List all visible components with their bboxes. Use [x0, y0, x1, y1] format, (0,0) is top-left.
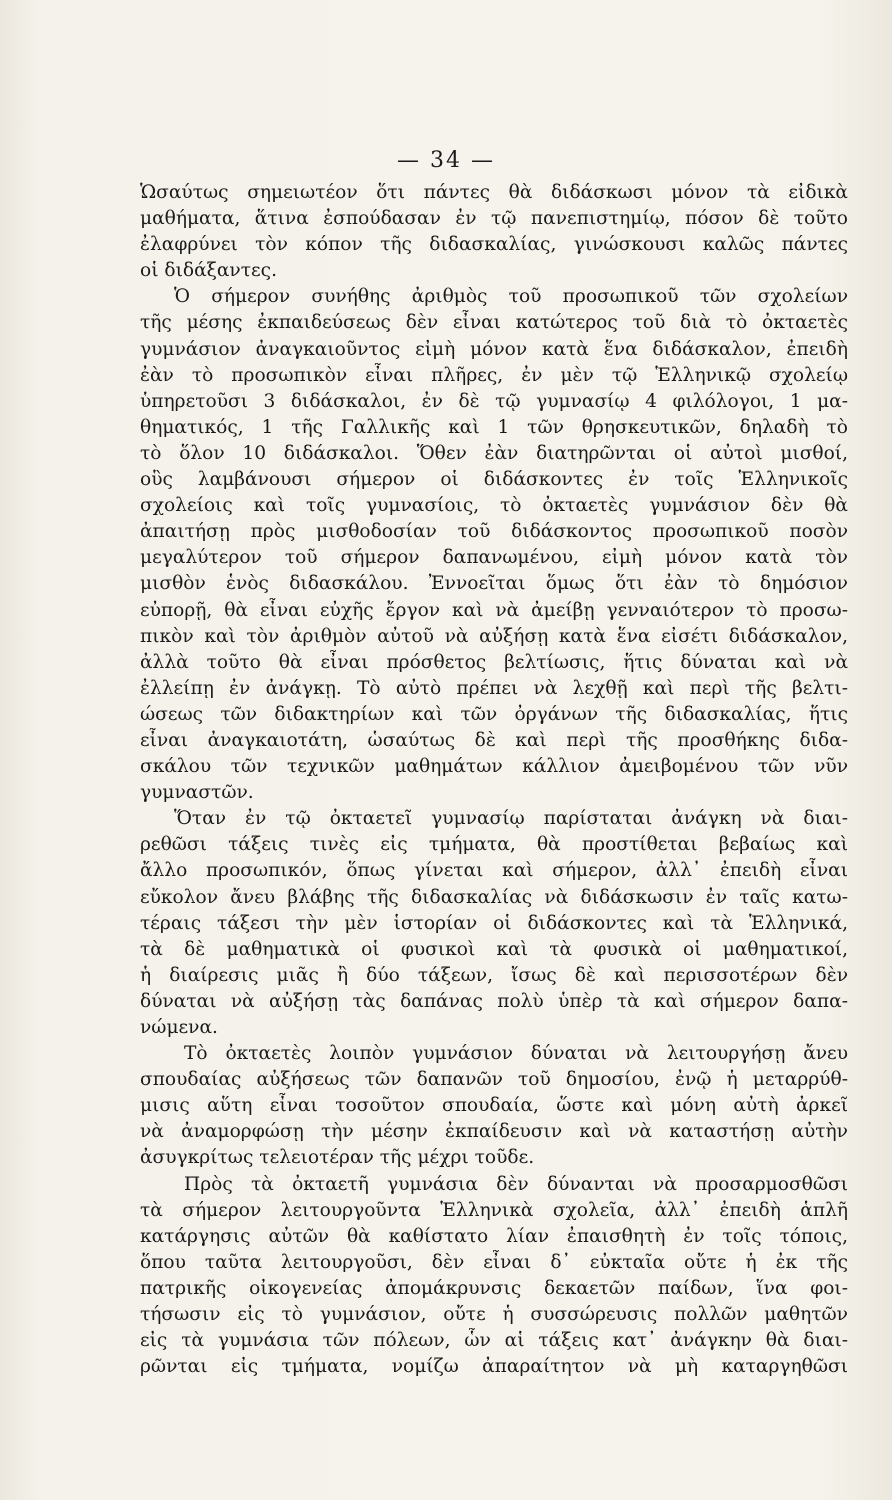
text-line: τήσωσιν εἰς τὸ γυμνάσιον, οὔτε ἡ συσσώρευσις πολλῶν μαθητῶν: [140, 1304, 848, 1326]
text-line: σχολείοις καὶ τοῖς γυμνασίοις, τὸ ὀκταετὲς γυμνάσιον δὲν θὰ: [140, 495, 848, 517]
text-line: εἰς τὰ γυμνάσια τῶν πόλεων, ὧν αἱ τάξεις κατ᾽ ἀνάγκην θὰ διαι-: [140, 1330, 848, 1352]
text-line: νὰ ἀναμορφώσῃ τὴν μέσην ἐκπαίδευσιν καὶ νὰ καταστήσῃ αὐτὴν: [140, 1121, 848, 1143]
text-line: Πρὸς τὰ ὀκταετῆ γυμνάσια δὲν δύνανται νὰ προσαρμοσθῶσι: [184, 1173, 848, 1195]
text-line: ἀσυγκρίτως τελειοτέραν τῆς μέχρι τοῦδε.: [140, 1147, 535, 1169]
text-line: τὰ δὲ μαθηματικὰ οἱ φυσικοὶ καὶ τὰ φυσικὰ οἱ μαθηματικοί,: [140, 938, 848, 960]
text-line: ώσεως τῶν διδακτηρίων καὶ τῶν ὀργάνων τῆς διδασκαλίας, ἥτις: [140, 703, 848, 725]
text-line: ὑπηρετοῦσι 3 διδάσκαλοι, ἐν δὲ τῷ γυμνασίῳ 4 φιλόλογοι, 1 μα-: [140, 390, 848, 412]
text-line: νώμενα.: [140, 1017, 218, 1038]
text-line: ρεθῶσι τάξεις τινὲς εἰς τμήματα, θὰ προστίθεται βεβαίως καὶ: [140, 834, 848, 856]
text-line: μεγαλύτερον τοῦ σήμερον δαπανωμένου, εἰμὴ μόνον κατὰ τὸν: [140, 547, 848, 569]
text-line: Ὡσαύτως σημειωτέον ὅτι πάντες θὰ διδάσκωσι μόνον τὰ εἰδικὰ: [140, 182, 848, 203]
body-text: [140, 180, 848, 1380]
text-line: τῆς μέσης ἐκπαιδεύσεως δὲν εἶναι κατώτερος τοῦ διὰ τὸ ὀκταετὲς: [140, 312, 848, 334]
text-line: Τὸ ὀκταετὲς λοιπὸν γυμνάσιον δύναται νὰ λειτουργήσῃ ἄνευ: [184, 1043, 848, 1065]
text-line: θηματικός, 1 τῆς Γαλλικῆς καὶ 1 τῶν θρησκευτικῶν, δηλαδὴ τὸ: [140, 416, 848, 438]
text-line: τὸ ὅλον 10 διδάσκαλοι. Ὅθεν ἐὰν διατηρῶνται οἱ αὐτοὶ μισθοί,: [140, 442, 848, 464]
text-line: μισθὸν ἑνὸς διδασκάλου. Ἐννοεῖται ὅμως ὅτι ἐὰν τὸ δημόσιον: [140, 573, 848, 595]
text-line: γυμνάσιον ἀναγκαιοῦντος εἰμὴ μόνον κατὰ ἕνα διδάσκαλον, ἐπειδὴ: [140, 338, 848, 360]
text-line: τέραις τάξεσι τὴν μὲν ἱστορίαν οἱ διδάσκοντες καὶ τὰ Ἑλληνικά,: [140, 912, 848, 934]
text-line: σκάλου τῶν τεχνικῶν μαθημάτων κάλλιον ἀμειβομένου τῶν νῦν: [140, 756, 848, 778]
text-line: ἀλλὰ τοῦτο θὰ εἶναι πρόσθετος βελτίωσις, ἥτις δύναται καὶ νὰ: [140, 651, 848, 673]
page-number: — 34 —: [397, 148, 495, 173]
text-line: ἄλλο προσωπικόν, ὅπως γίνεται καὶ σήμερον, ἀλλ᾽ ἐπειδὴ εἶναι: [140, 860, 848, 882]
text-line: μαθήματα, ἅτινα ἐσπούδασαν ἐν τῷ πανεπιστημίῳ, πόσον δὲ τοῦτο: [140, 208, 848, 230]
text-line: ἐὰν τὸ προσωπικὸν εἶναι πλῆρες, ἐν μὲν τῷ Ἑλληνικῷ σχολείῳ: [140, 364, 848, 386]
text-line: ὅπου ταῦτα λειτουργοῦσι, δὲν εἶναι δ᾽ εὐκταῖα οὔτε ἡ ἐκ τῆς: [140, 1251, 848, 1273]
text-line: κατάργησις αὐτῶν θὰ καθίστατο λίαν ἐπαισθητὴ ἐν τοῖς τόποις,: [140, 1225, 848, 1247]
text-line: ἀπαιτήσῃ πρὸς μισθοδοσίαν τοῦ διδάσκοντος προσωπικοῦ ποσὸν: [140, 521, 848, 543]
text-line: τὰ σήμερον λειτουργοῦντα Ἑλληνικὰ σχολεῖα, ἀλλ᾽ ἐπειδὴ ἁπλῆ: [140, 1199, 848, 1221]
text-line: Ὁ σήμερον συνήθης ἀριθμὸς τοῦ προσωπικοῦ τῶν σχολείων: [174, 286, 848, 308]
text-line: οἱ διδάξαντες.: [140, 260, 277, 282]
text-line: σπουδαίας αὐξήσεως τῶν δαπανῶν τοῦ δημοσίου, ἐνῷ ἡ μεταρρύθ-: [140, 1069, 848, 1091]
text-line: εὐπορῇ, θὰ εἶναι εὐχῆς ἔργον καὶ νὰ ἀμείβῃ γενναιότερον τὸ προσω-: [140, 599, 848, 621]
text-line: οὓς λαμβάνουσι σήμερον οἱ διδάσκοντες ἐν τοῖς Ἑλληνικοῖς: [140, 469, 848, 491]
text-line: Ὅταν ἐν τῷ ὀκταετεῖ γυμνασίῳ παρίσταται ἀνάγκη νὰ διαι-: [174, 808, 848, 830]
text-line: ἐλαφρύνει τὸν κόπον τῆς διδασκαλίας, γινώσκουσι καλῶς πάντες: [140, 234, 848, 256]
text-line: ἐλλείπῃ ἐν ἀνάγκῃ. Τὸ αὐτὸ πρέπει νὰ λεχθῇ καὶ περὶ τῆς βελτι-: [140, 677, 848, 699]
text-line: πικὸν καὶ τὸν ἀριθμὸν αὐτοῦ νὰ αὐξήσῃ κατὰ ἕνα εἰσέτι διδάσκαλον,: [140, 625, 848, 647]
text-line: μισις αὕτη εἶναι τοσοῦτον σπουδαία, ὥστε καὶ μόνη αὐτὴ ἀρκεῖ: [140, 1095, 848, 1117]
text-line: γυμναστῶν.: [140, 782, 254, 804]
text-line: δύναται νὰ αὐξήσῃ τὰς δαπάνας πολὺ ὑπὲρ τὰ καὶ σήμερον δαπα-: [140, 990, 848, 1012]
text-line: εὔκολον ἄνευ βλάβης τῆς διδασκαλίας νὰ διδάσκωσιν ἐν ταῖς κατω-: [140, 886, 848, 908]
text-line: εἶναι ἀναγκαιοτάτη, ὡσαύτως δὲ καὶ περὶ τῆς προσθήκης διδα-: [140, 729, 848, 751]
text-line: ἡ διαίρεσις μιᾶς ἢ δύο τάξεων, ἴσως δὲ καὶ περισσοτέρων δὲν: [140, 964, 848, 986]
text-line: ρῶνται εἰς τμήματα, νομίζω ἀπαραίτητον νὰ μὴ καταργηθῶσι: [140, 1356, 848, 1378]
text-line: πατρικῆς οἰκογενείας ἀπομάκρυνσις δεκαετῶν παίδων, ἵνα φοι-: [140, 1277, 848, 1299]
